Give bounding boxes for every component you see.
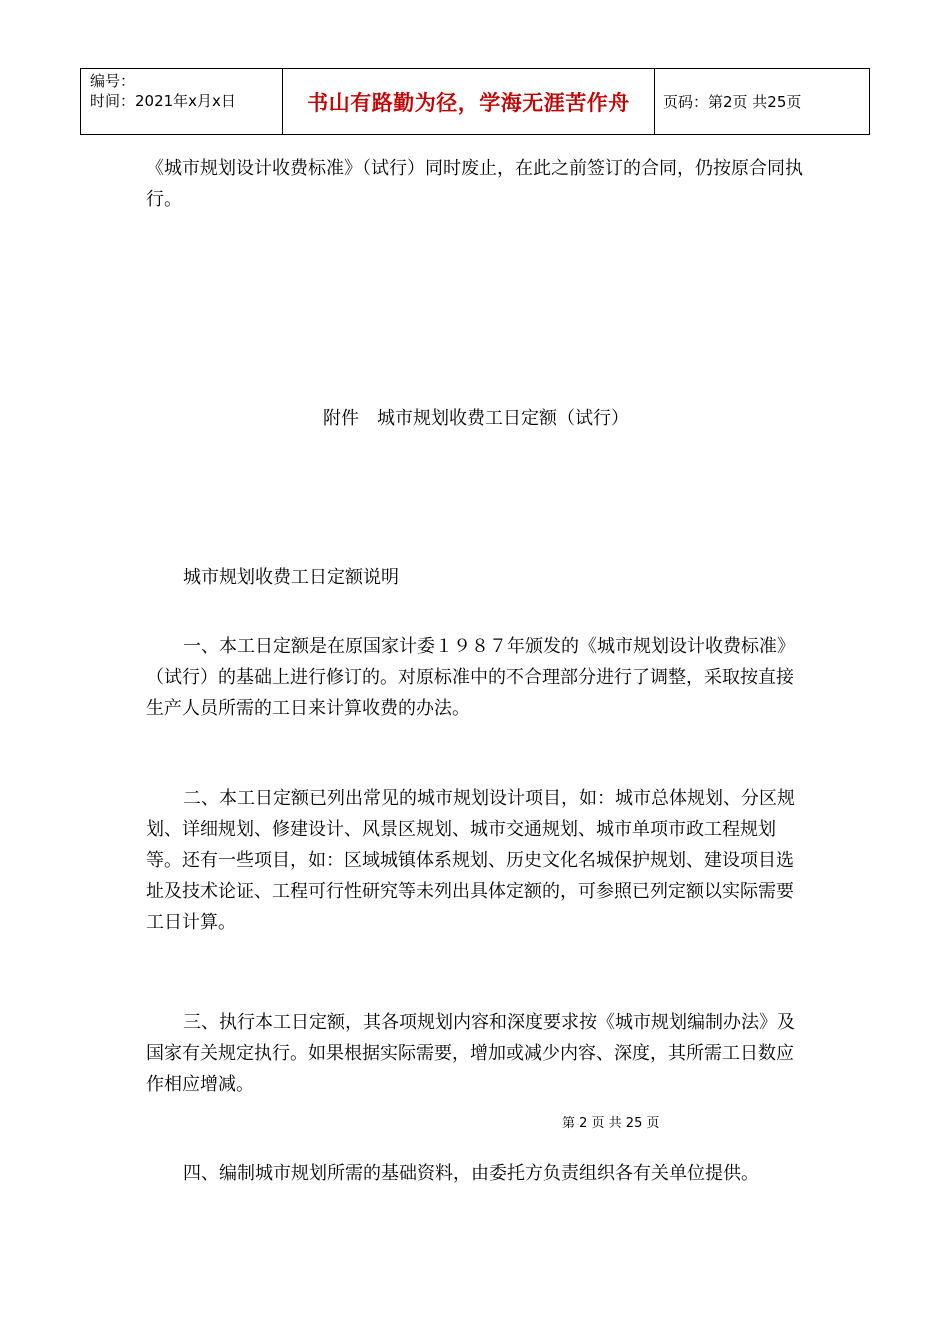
header-page-code: 页码：第2页 共25页: [663, 93, 802, 111]
attachment-title: 附件 城市规划收费工日定额（试行）: [323, 408, 629, 429]
paragraph-item-4: 四、编制城市规划所需的基础资料，由委托方负责组织各有关单位提供。: [183, 1163, 759, 1184]
paragraph-item-2: 二、本工日定额已列出常见的城市规划设计项目，如：城市总体规划、分区规划、详细规划、修建设计、风景区规划、城市交通规划、城市单项市政工程规划等。还有一些项目，如：区域城镇体系规划、历史文化名城保护规划、建设项目选址及技术论证、工程可行性研究等未列出具体定额的，可参照已列定额以实际需要工日计算。: [146, 788, 795, 933]
section-title: 城市规划收费工日定额说明: [183, 567, 399, 588]
header-motto: 书山有路勤为径，学海无涯苦作舟: [283, 69, 655, 134]
page-number-footer: 第 2 页 共 25 页: [562, 1116, 660, 1131]
paragraph-item-3: 三、执行本工日定额，其各项规划内容和深度要求按《城市规划编制办法》及国家有关规定执行。如果根据实际需要，增加或减少内容、深度，其所需工日数应作相应增减。: [146, 1012, 795, 1095]
paragraph-item-1: 一、本工日定额是在原国家计委１９８７年颁发的《城市规划设计收费标准》（试行）的基础上进行修订的。对原标准中的不合理部分进行了调整，采取按直接生产人员所需的工日来计算收费的办法。: [146, 636, 795, 719]
doc-time-label: 时间：2021年x月x日: [90, 92, 236, 110]
header-meta: [81, 69, 283, 134]
intro-paragraph: 《城市规划设计收费标准》（试行）同时废止，在此之前签订的合同，仍按原合同执行。: [146, 158, 803, 210]
doc-number-label: 编号：: [90, 72, 136, 90]
document-header: [80, 68, 870, 135]
